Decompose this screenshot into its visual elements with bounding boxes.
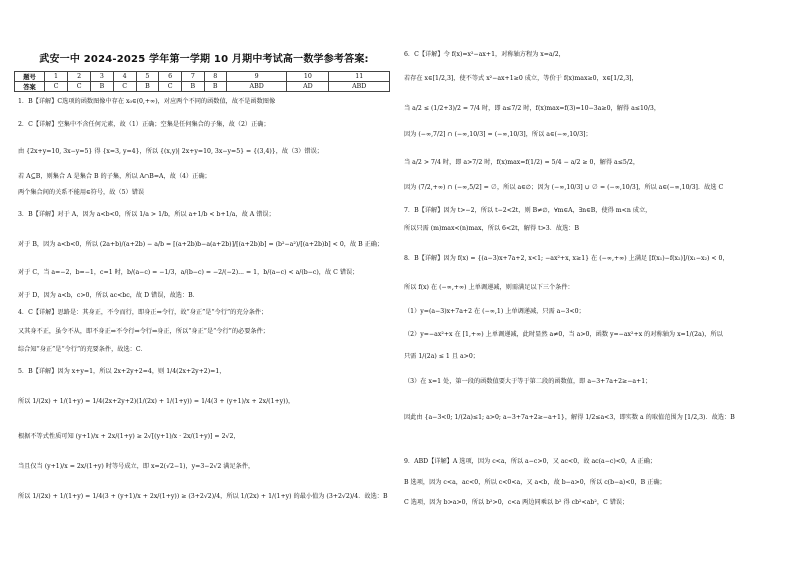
solution-line: C 选项，因为 b>a>0，所以 b²>0，c<a 两边同乘以 b² 得 cb²<ab²，C 错误； [404, 499, 629, 506]
solution-line: 由 {2x+y=10, 3x−y=5} 得 {x=3, y=4}，所以 {(x,y)| 2x+y=10, 3x−y=5} = {(3,4)}，故（3）错误； [18, 148, 323, 155]
question-number: 1 [45, 72, 68, 82]
answer-cell: ABD [226, 82, 286, 92]
answer-cell: B [91, 82, 113, 92]
question-number: 4 [113, 72, 136, 82]
solution-line: 因为 (7/2,+∞) ∩ (−∞,5/2] = ∅，所以 a∈∅；因为 (−∞,10/3] ∪ ∅ = (−∞,10/3]，所以 a∈(−∞,10/3]．故选 C [404, 184, 724, 191]
answer-cell: C [45, 82, 68, 92]
solution-line: （2）y=−ax²+x 在 [1,+∞) 上单调递减，此时显然 a≠0，当 a>0，函数 y=−ax²+x 的对称轴为 x=1/(2a)，所以 [404, 331, 723, 338]
answer-cell: C [113, 82, 136, 92]
solution-line: B 选项，因为 c<a，ac<0，所以 c<0<a，又 a<b，故 b−a>0，所以 c(b−a)<0，B 正确； [404, 479, 666, 486]
solution-line: 根据不等式性质可知 (y+1)/x + 2x/(1+y) ≥ 2√[(y+1)/x · 2x/(1+y)] = 2√2， [18, 433, 240, 440]
solution-line: 所以 f(x) 在 (−∞,+∞) 上单调递减，则需满足以下三个条件： [404, 284, 574, 291]
solution-line: 1．B【详解】C选项的函数图像中存在 x₀∈(0,+∞)，对应两个不同的函数值，故不是函数图像 [18, 98, 276, 105]
solution-line: 所以 1/(2x) + 1/(1+y) = 1/4(3 + (y+1)/x + 2x/(1+y)) ≥ (3+2√2)/4，所以 1/(2x) + 1/(1+y) 的最小值为 (3+2√2)/4．故选：B [18, 493, 388, 500]
solution-line: 若 A⊆B，则集合 A 是集合 B 的子集，所以 A∩B=A，故（4）正确； [18, 173, 211, 180]
document-title: 武安一中 2024-2025 学年第一学期 10 月期中考试高一数学参考答案: [39, 54, 369, 65]
question-number: 2 [68, 72, 91, 82]
left-column [14, 0, 394, 561]
question-number: 6 [159, 72, 182, 82]
solution-line: 4．C【详解】思路是：其身正，不令而行，即身正⇒令行，故“身正”是“令行”的充分条件； [18, 309, 268, 316]
solution-line: 9．ABD【详解】A 选项，因为 c<a，所以 a−c>0，又 ac<0，故 ac(a−c)<0，A 正确； [404, 458, 657, 465]
question-number: 3 [91, 72, 113, 82]
right-column [402, 0, 782, 561]
solution-line: （1）y=(a−3)x+7a+2 在 (−∞,1) 上单调递减，只需 a−3<0； [404, 308, 585, 315]
solution-line: 只需 1/(2a) ≤ 1 且 a>0； [404, 353, 479, 360]
answer-cell: C [68, 82, 91, 92]
answer-cell: AD [287, 82, 329, 92]
answer-cell: B [136, 82, 158, 92]
solution-line: 两个集合间的关系不能用∈符号，故（5）错误 [18, 189, 145, 196]
solution-line: 综合知“身正”是“令行”的充要条件，故选：C． [18, 346, 147, 353]
solution-line: 因为 (−∞,7/2] ∩ (−∞,10/3] = (−∞,10/3]，所以 a∈(−∞,10/3]； [404, 131, 592, 138]
solution-line: 对于 B，因为 a<b<0，所以 (2a+b)/(a+2b) − a/b = [(a+2b)b−a(a+2b)]/[(a+2b)b] = (b²−a²)/[(a+2b)b] < 0，故 B 正确； [18, 241, 384, 248]
solution-line: 对于 D，因为 a<b，c>0，所以 ac<bc，故 D 错误，故选：B． [18, 292, 199, 299]
question-number: 7 [182, 72, 204, 82]
solution-line: 8．B【详解】因为 f(x) = {(a−3)x+7a+2, x<1; −ax²+x, x≥1} 在 (−∞,+∞) 上满足 [f(x₁)−f(x₂)]/(x₁−x₂) < 0， [404, 255, 729, 262]
answer-cell: B [204, 82, 226, 92]
answer-table [14, 71, 390, 92]
solution-line: 所以 1/(2x) + 1/(1+y) = 1/4(2x+2y+2)(1/(2x) + 1/(1+y)) = 1/4(3 + (y+1)/x + 2x/(1+y))， [18, 398, 295, 405]
solution-line: 当且仅当 (y+1)/x = 2x/(1+y) 时等号成立，即 x=2(√2−1)，y=3−2√2 满足条件， [18, 463, 255, 470]
solution-line: 当 a/2 ≤ (1/2+3)/2 = 7/4 时，即 a≤7/2 时，f(x)max=f(3)=10−3a≥0，解得 a≤10/3， [404, 105, 661, 112]
question-number: 5 [136, 72, 158, 82]
solution-line: 6．C【详解】令 f(x)=x²−ax+1，对称轴方程为 x=a/2， [404, 51, 565, 58]
solution-line: 2．C【详解】空集中不含任何元素，故（1）正确；空集是任何集合的子集，故（2）正确； [18, 121, 270, 128]
solution-line: 因此由 {a−3<0; 1/(2a)≤1; a>0; a−3+7a+2≥−a+1}，解得 1/2≤a<3，即实数 a 的取值范围为 [1/2,3)．故选：B [404, 414, 735, 421]
solution-line: （3）在 x=1 处，第一段的函数值要大于等于第二段的函数值，即 a−3+7a+2≥−a+1； [404, 378, 652, 385]
solution-line: 对于 C，当 a=−2，b=−1，c=1 时，b/(a−c) = −1/3，a/(b−c) = −2/(−2)... = 1，b/(a−c) < a/(b−c)，故 C 错误； [18, 269, 359, 276]
solution-line: 又其身不正，虽令不从，即不身正⇒不令行⇒令行⇒身正，所以“身正”是“令行”的必要条件； [18, 328, 269, 335]
answer-table-answer-row [15, 82, 390, 92]
solution-line: 若存在 x∈[1/2,3]，使不等式 x²−ax+1≥0 成立，等价于 f(x)max≥0，x∈[1/2,3]， [404, 75, 638, 82]
answer-cell: C [159, 82, 182, 92]
number-row-label: 题号 [15, 72, 45, 82]
solution-line: 7．B【详解】因为 t>−2，所以 t−2<2t，则 B≠∅，∀m∈A，∃n∈B，使得 m<n 成立， [404, 207, 652, 214]
answer-cell: B [182, 82, 204, 92]
question-number: 9 [226, 72, 286, 82]
solution-line: 所以只需 (m)max<(n)max，所以 6<2t，解得 t>3．故选：B [404, 225, 580, 232]
solution-line: 5．B【详解】因为 x+y=1，所以 2x+2y+2=4，则 1/4(2x+2y+2)=1， [18, 368, 226, 375]
question-number: 11 [329, 72, 390, 82]
solution-line: 3．B【详解】对于 A，因为 a<b<0，所以 1/a > 1/b，所以 a+1/b < b+1/a，故 A 错误； [18, 211, 275, 218]
question-number: 10 [287, 72, 329, 82]
answer-row-label: 答案 [15, 82, 45, 92]
answer-cell: ABD [329, 82, 390, 92]
solution-line: 当 a/2 > 7/4 时，即 a>7/2 时，f(x)max=f(1/2) = 5/4 − a/2 ≥ 0，解得 a≤5/2， [404, 159, 640, 166]
answer-table-number-row [15, 72, 390, 82]
question-number: 8 [204, 72, 226, 82]
